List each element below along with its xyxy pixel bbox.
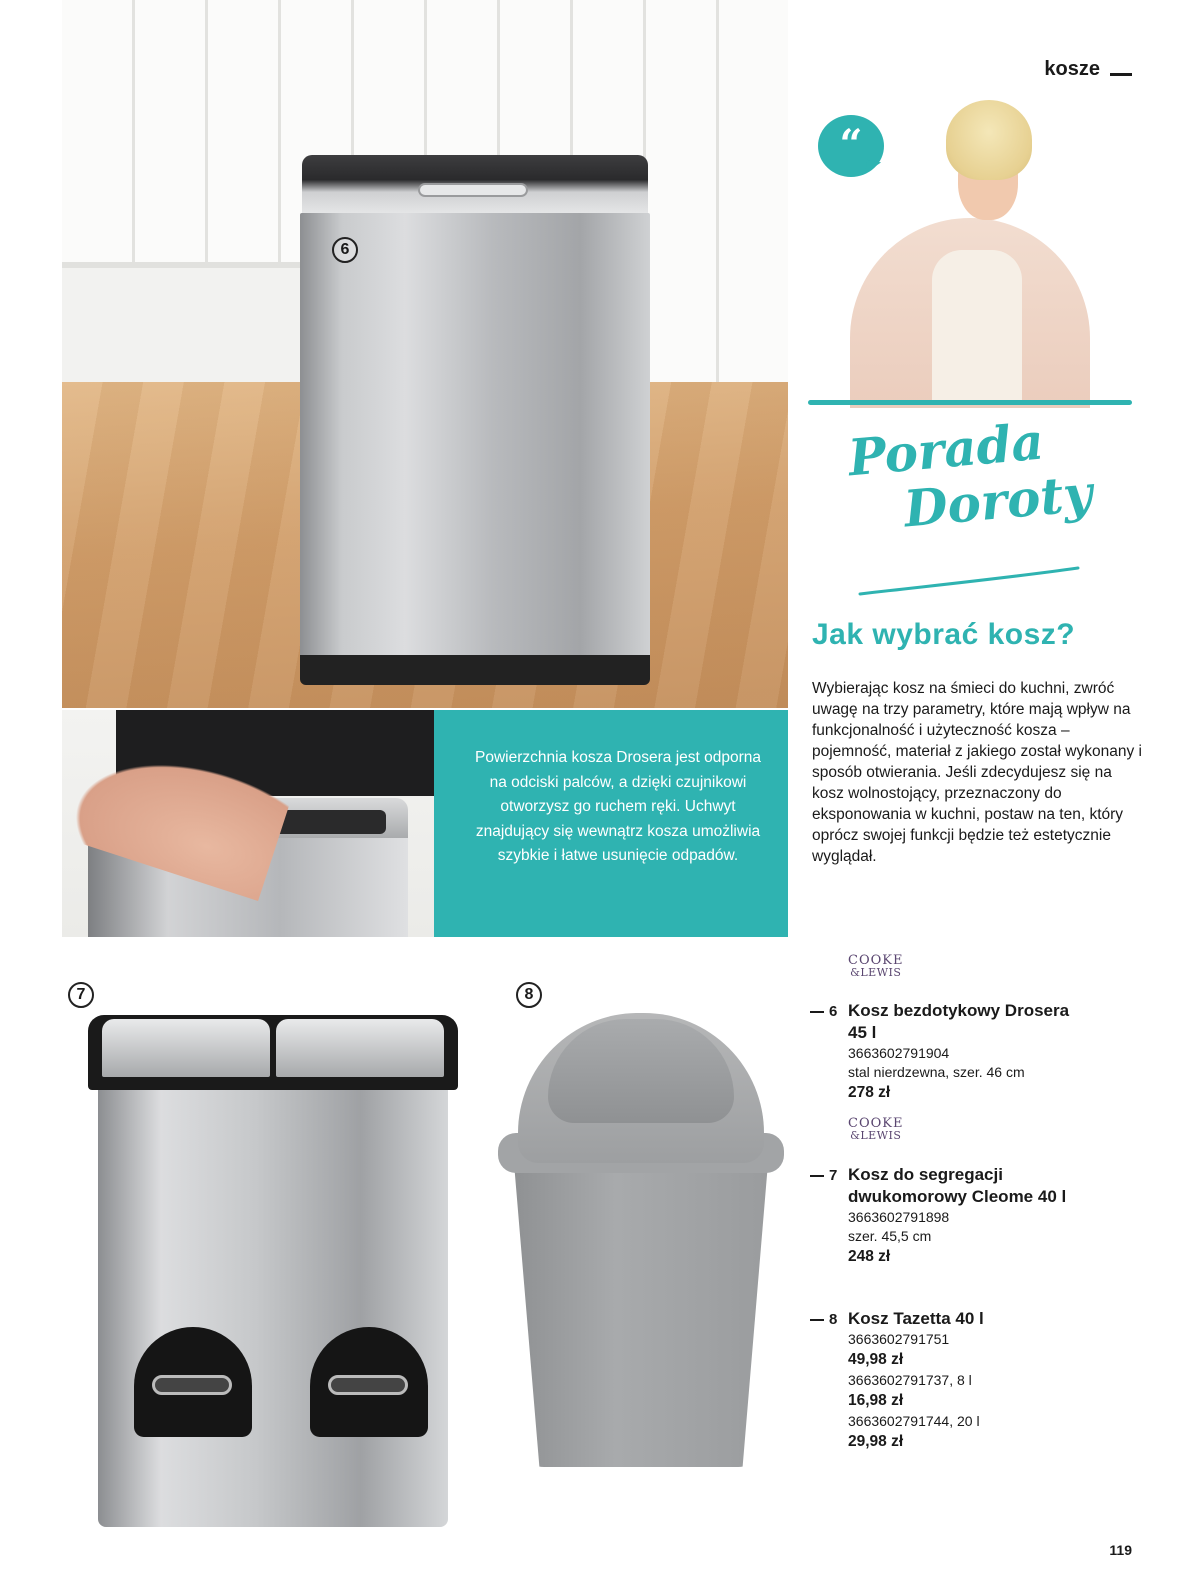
product-code: 3663602791751 [848, 1331, 950, 1347]
product-price: 248 zł [848, 1248, 891, 1265]
bin-base [300, 655, 650, 685]
product-price: 278 zł [848, 1084, 891, 1101]
product-badge-8: 8 [516, 982, 542, 1008]
advice-title [845, 411, 1095, 539]
drosera-bin-image [300, 155, 650, 685]
product-badge-7: 7 [68, 982, 94, 1008]
product-name: Kosz bezdotykowy Drosera 45 l [848, 1001, 1070, 1042]
product-price: 29,98 zł [848, 1433, 904, 1450]
pedal-left [134, 1327, 252, 1437]
brand-logo: COOKE &LEWIS [848, 953, 904, 979]
product-code: 3663602791904 [848, 1045, 950, 1061]
product-details: szer. 45,5 cm [848, 1228, 932, 1244]
quote-glyph: “ [839, 121, 863, 168]
product-price: 49,98 zł [848, 1351, 904, 1368]
pedal-right [310, 1327, 428, 1437]
product-name: Kosz Tazetta 40 l [848, 1309, 984, 1328]
portrait-hair [946, 100, 1032, 180]
product-details: stal nierdzewna, szer. 46 cm [848, 1064, 1025, 1080]
page-number: 119 [1109, 1542, 1132, 1558]
product-number: 7 [810, 1167, 848, 1184]
swoosh-underline [858, 564, 1080, 598]
bin-body [514, 1163, 768, 1467]
advice-title-line1: Porada [845, 411, 1046, 488]
product-item [810, 1000, 1110, 1104]
feature-text: Powierzchnia kosza Drosera jest odporna na odciski palców, a dzięki czujnikowi otworzysz go ruchem ręki. Uchwyt znajdujący się wewnątrz kosza umożliwia szybkie i łatwe usunięcie odpadów. [474, 749, 762, 864]
product-code: 3663602791898 [848, 1209, 950, 1225]
product-name: Kosz do segregacji dwukomorowy Cleome 40 l [848, 1165, 1067, 1206]
product-number: 8 [810, 1311, 848, 1328]
advice-question: Jak wybrać kosz? [812, 618, 1076, 651]
portrait-top [932, 250, 1022, 400]
quote-icon [818, 115, 884, 177]
section-tag [1044, 58, 1132, 81]
hero-photo [62, 0, 788, 708]
brand-logo: COOKE &LEWIS [848, 1116, 904, 1142]
advice-body: Wybierając kosz na śmieci do kuchni, zwróć uwagę na trzy parametry, które mają wpływ na funkcjonalność i użyteczność kosza – pojemność, materiał z jakiego został wykonany i sposób otwierania. Jeśli zdecydujesz się na kosz wolnostojący, przeznaczony do eksponowania w kuchni, postaw na ten, który oprócz swojej funkcji będzie też estetycznie wyglądał. [812, 680, 1142, 865]
cleome-bin-image [88, 1015, 458, 1527]
product-item [810, 1164, 1110, 1268]
tazetta-bin-image [498, 1013, 784, 1467]
product-code: 3663602791737, 8 l [848, 1372, 972, 1388]
product-badge-6: 6 [332, 237, 358, 263]
divider-line [808, 400, 1132, 405]
bin-lid-left [102, 1019, 270, 1077]
bin-lid-right [276, 1019, 444, 1077]
product-item [810, 1308, 1110, 1453]
product-price: 16,98 zł [848, 1392, 904, 1409]
product-code: 3663602791744, 20 l [848, 1413, 980, 1429]
section-dash [1110, 73, 1132, 76]
bin-body [300, 213, 650, 659]
product-number: 6 [810, 1003, 848, 1020]
feature-box [434, 710, 788, 937]
advice-title-line2: Doroty [901, 463, 1095, 539]
detail-photo [62, 710, 434, 937]
bin-body [98, 1090, 448, 1527]
wall-ledge [62, 262, 322, 382]
bin-handle [418, 183, 528, 197]
section-title: kosze [1044, 58, 1100, 80]
